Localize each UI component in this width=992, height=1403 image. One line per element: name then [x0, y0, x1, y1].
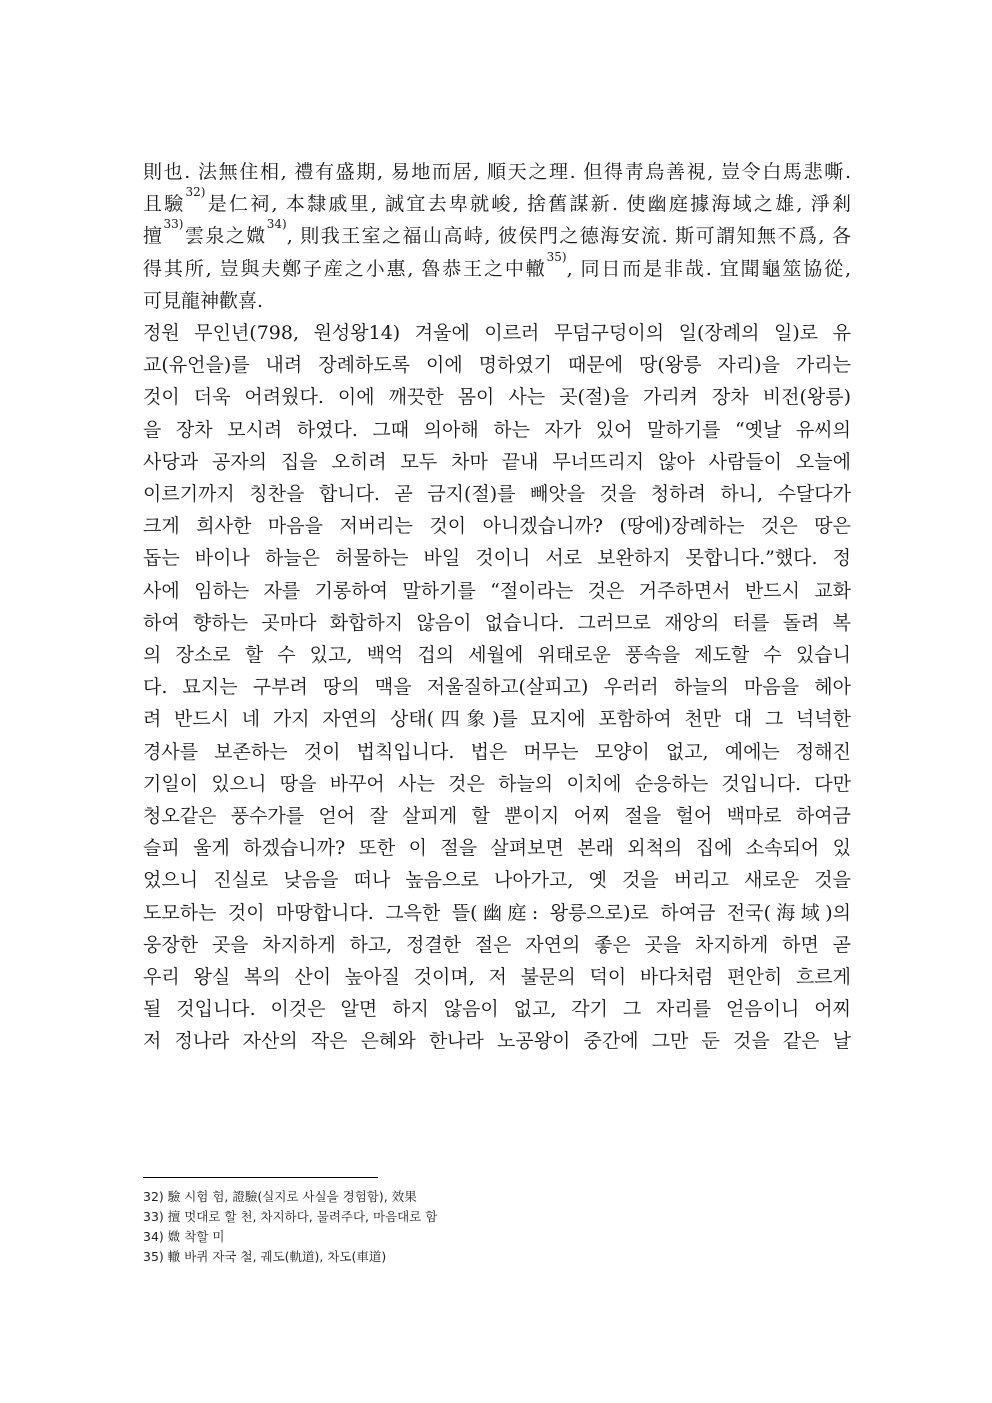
korean-line: 저 정나라 자산의 작은 은혜와 한나라 노공왕이 중간에 그만 둔 것을 같은 날	[143, 1030, 851, 1053]
footnote-ref-33: 33)	[163, 217, 184, 232]
footnote-divider	[143, 1177, 378, 1178]
footnote-34: 34) 媺 착할 미	[143, 1229, 225, 1244]
body-text	[143, 156, 851, 1058]
korean-line: 사에 임하는 자를 기롱하여 말하기를 “절이라는 것은 거주하면서 반드시 교화	[143, 579, 851, 602]
korean-line: 도모하는 것이 마땅합니다. 그윽한 뜰(幽庭: 왕릉으로)로 하여금 전국(海域)의	[143, 901, 851, 924]
korean-line: 었으니 진실로 낮음을 떠나 높음으로 나아가고, 옛 것을 버리고 새로운 것을	[143, 869, 851, 892]
korean-line: 것이 더욱 어려웠다. 이에 깨끗한 몸이 사는 곳(절)을 가리켜 장차 비전(왕릉)	[143, 386, 851, 409]
korean-line: 정원 무인년(798, 원성왕14) 겨울에 이르러 무덤구덩이의 일(장례의 일)로 유	[143, 322, 851, 345]
hanja-line-2: 且驗$^{32)}$是仁祠, 本隸戚里, 誠宜去卑就峻, 捨舊謀新. 使幽庭據海域之雄, 淨剎	[143, 185, 851, 216]
footnote-ref-34: 34)	[266, 217, 287, 232]
korean-line: 을 장차 모시려 하였다. 그때 의아해 하는 자가 있어 말하기를 “옛날 유씨의	[143, 418, 851, 441]
korean-line: 우리 왕실 복의 산이 높아질 것이며, 저 불문의 덕이 바다처럼 편안히 흐르게	[143, 966, 851, 989]
korean-line: 의 장소로 할 수 있고, 백억 겁의 세월에 위태로운 풍속을 제도할 수 있습니	[143, 644, 851, 667]
korean-line: 될 것입니다. 이것은 알면 하지 않음이 없고, 각기 그 자리를 얻음이니 어찌	[143, 998, 851, 1021]
footnote-35: 35) 轍 바퀴 자국 철, 궤도(軌道), 차도(車道)	[143, 1249, 387, 1264]
korean-line: 려 반드시 네 가지 자연의 상태(四象)를 묘지에 포함하여 천만 대 그 넉넉한	[143, 708, 851, 731]
korean-line: 교(유언을)를 내려 장례하도록 이에 명하였기 때문에 땅(왕릉 자리)을 가리는	[143, 354, 851, 377]
korean-line: 슬피 울게 하겠습니까? 또한 이 절을 살펴보면 본래 외척의 집에 소속되어 있	[143, 837, 851, 860]
footnote-ref-35: 35)	[546, 249, 567, 264]
hanja-line-4: 得其所, 豈與夫鄭子産之小惠, 魯恭王之中轍$^{35)}$, 同日而是非哉. 宜聞龜筮協從,	[143, 249, 851, 280]
korean-line: 청오같은 풍수가를 얻어 잘 살피게 할 뿐이지 어찌 절을 헐어 백마로 하여금	[143, 805, 851, 828]
footnote-ref-32: 32)	[185, 185, 206, 200]
hanja-line-1: 則也. 法無住相, 禮有盛期, 易地而居, 順天之理. 但得靑烏善視, 豈令白馬悲嘶.	[143, 161, 851, 183]
footnotes	[143, 1187, 851, 1267]
korean-paragraph	[143, 317, 851, 1058]
korean-line: 이르기까지 칭찬을 합니다. 곧 금지(절)를 빼앗을 것을 청하려 하니, 수달다가	[143, 483, 851, 506]
hanja-paragraph	[143, 156, 851, 317]
korean-line: 다. 묘지는 구부려 땅의 맥을 저울질하고(살피고) 우러러 하늘의 마음을 헤아	[143, 676, 851, 699]
korean-line: 하여 향하는 곳마다 화합하지 않음이 없습니다. 그러므로 재앙의 터를 돌려 복	[143, 611, 851, 634]
hanja-line-5: 可見龍神歡喜.	[143, 289, 264, 312]
korean-line: 경사를 보존하는 것이 법칙입니다. 법은 머무는 모양이 없고, 예에는 정해진	[143, 740, 851, 763]
korean-line: 웅장한 곳을 차지하게 하고, 정결한 절은 자연의 좋은 곳을 차지하게 하면 곧	[143, 933, 851, 956]
footnote-33: 33) 擅 멋대로 할 천, 차지하다, 물려주다, 마음대로 함	[143, 1209, 438, 1224]
korean-line: 기일이 있으니 땅을 바꾸어 사는 것은 하늘의 이치에 순응하는 것입니다. 다만	[143, 772, 851, 795]
korean-line: 사당과 공자의 집을 오히려 모두 차마 끝내 무너뜨리지 않아 사람들이 오늘에	[143, 450, 851, 473]
footnote-32: 32) 驗 시험 험, 證驗(실지로 사실을 경험함), 效果	[143, 1189, 417, 1204]
korean-line: 돕는 바이나 하늘은 허물하는 바일 것이니 서로 보완하지 못합니다.”했다. 정	[143, 547, 851, 570]
hanja-line-3: 擅$^{33)}$雲泉之媺$^{34)}$, 則我王室之福山高峙, 彼侯門之德海安流. 斯可謂知無不爲, 各	[143, 217, 851, 248]
korean-line: 크게 희사한 마음을 저버리는 것이 아니겠습니까? (땅에)장례하는 것은 땅은	[143, 515, 851, 538]
